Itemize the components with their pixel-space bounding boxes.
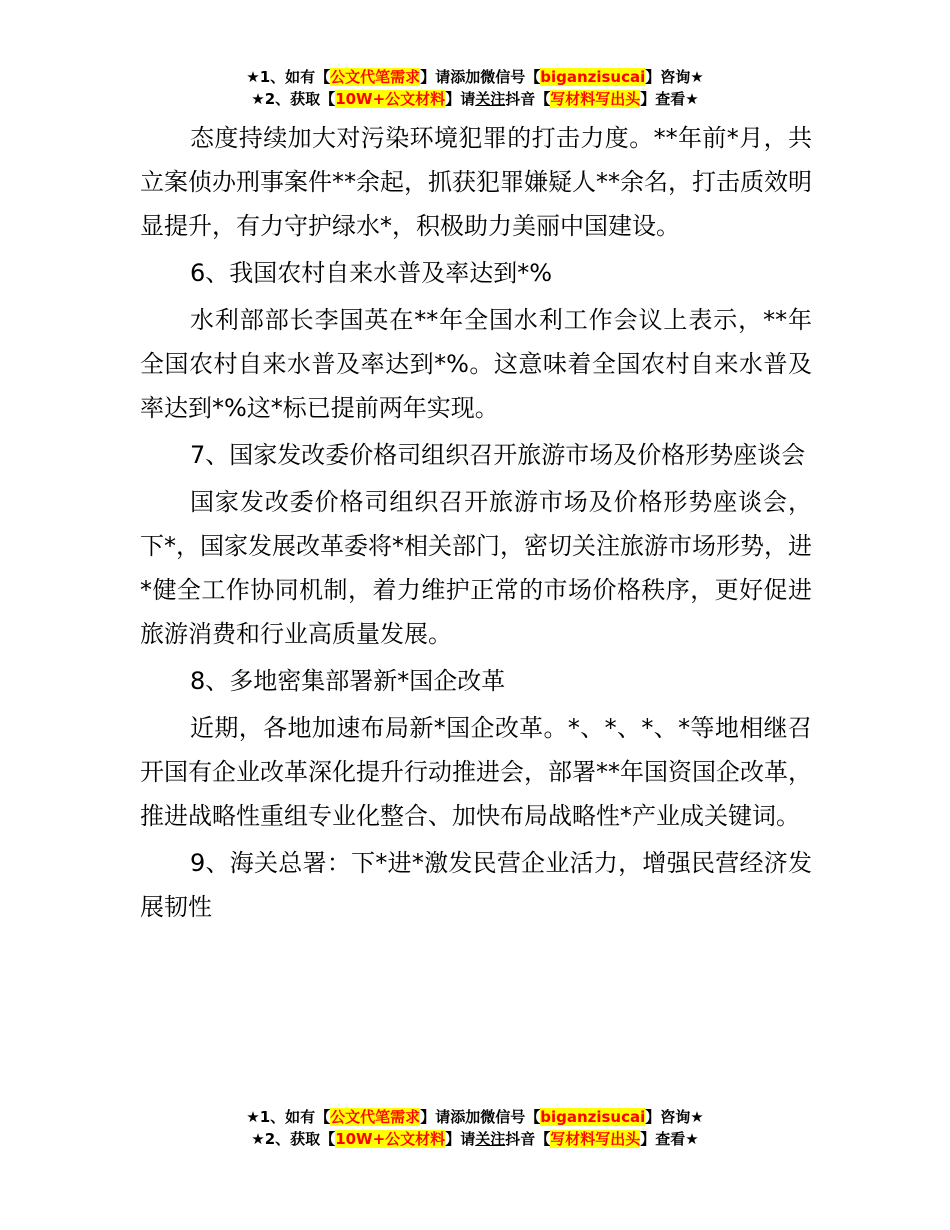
document-body [140,116,812,932]
footer-underlined-follow: 关注 [475,1130,506,1148]
footer-highlight-douyin: 写材料写出头 [550,1130,641,1148]
highlight-wechat-id: biganzisucai [540,68,646,86]
highlight-douyin: 写材料写出头 [550,90,641,108]
heading-item-6: 6、我国农村自来水普及率达到*% [190,259,553,287]
footer-highlight-materials: 10W+公文材料 [335,1130,446,1148]
paragraph-2: 水利部部长李国英在**年全国水利工作会议上表示，**年全国农村自来水普及率达到*%。这意味着全国农村自来水普及率达到*%这*标已提前两年实现。 [140,306,812,422]
paragraph-4: 近期，各地加速布局新*国企改革。*、*、*、*等地相继召开国有企业改革深化提升行动推进会，部署**年国资国企改革，推进战略性重组专业化整合、加快布局战略性*产业成关键词。 [140,714,812,830]
underlined-follow: 关注 [475,90,506,108]
paragraph-1: 态度持续加大对污染环境犯罪的打击力度。**年前*月，共立案侦办刑事案件**余起，抓获犯罪嫌疑人**余名，打击质效明显提升，有力守护绿水*，积极助力美丽中国建设。 [140,124,812,240]
footer-line-2: ★2、获取【10W+公文材料】请关注抖音【写材料写出头】查看★ [251,1130,699,1148]
highlight-materials: 10W+公文材料 [335,90,446,108]
footer-highlight-service: 公文代笔需求 [330,1108,421,1126]
footer-highlight-wechat-id: biganzisucai [540,1108,646,1126]
banner-line-2: ★2、获取【10W+公文材料】请关注抖音【写材料写出头】查看★ [251,90,699,108]
banner-line-1: ★1、如有【公文代笔需求】请添加微信号【biganzisucai】咨询★ [246,68,704,86]
heading-item-7: 7、国家发改委价格司组织召开旅游市场及价格形势座谈会 [190,441,806,469]
heading-item-9: 9、海关总署：下*进*激发民营企业活力，增强民营经济发展韧性 [140,849,812,921]
header-banner [0,66,950,110]
heading-item-8: 8、多地密集部署新*国企改革 [190,667,506,695]
paragraph-3: 国家发改委价格司组织召开旅游市场及价格形势座谈会，下*，国家发展改革委将*相关部门，密切关注旅游市场形势，进*健全工作协同机制，着力维护正常的市场价格秩序，更好促进旅游消费和行业高质量发展。 [140,488,812,648]
footer-banner [0,1106,950,1150]
highlight-service: 公文代笔需求 [330,68,421,86]
footer-line-1: ★1、如有【公文代笔需求】请添加微信号【biganzisucai】咨询★ [246,1108,704,1126]
